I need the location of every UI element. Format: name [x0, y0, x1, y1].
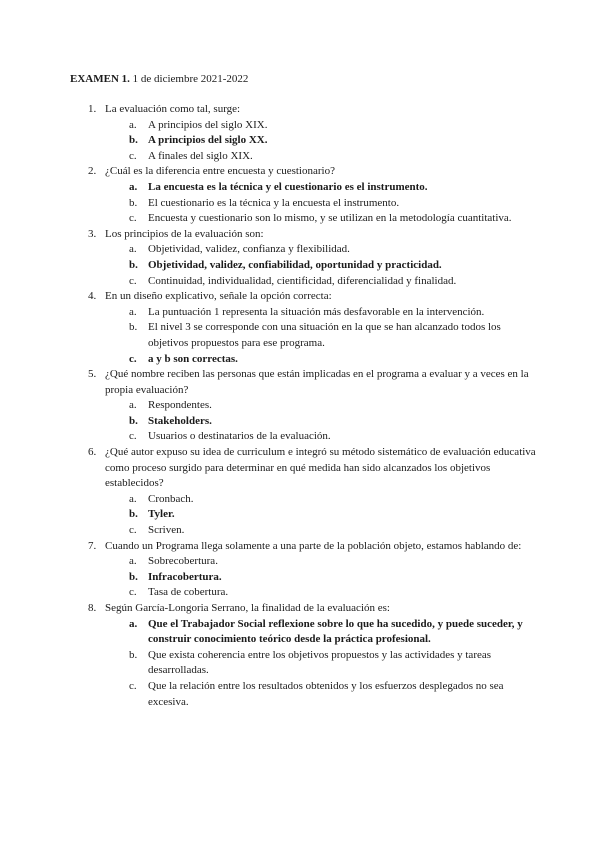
- option-item: [129, 398, 536, 414]
- option-item: [129, 196, 536, 212]
- option-item: [129, 554, 536, 570]
- option-letter: b.: [129, 508, 138, 521]
- option-letter: c.: [129, 586, 137, 599]
- option-item: [129, 507, 536, 523]
- option-letter: a.: [129, 617, 138, 630]
- question-text: En un diseño explicativo, señale la opción correcta:: [105, 290, 332, 303]
- option-text: Objetividad, validez, confiabilidad, oportunidad y practicidad.: [148, 258, 442, 271]
- option-item: [129, 180, 536, 196]
- question-text: Los principios de la evaluación son:: [105, 227, 264, 240]
- question-item: [88, 164, 536, 226]
- question-text: ¿Cuál es la diferencia entre encuesta y cuestionario?: [105, 165, 335, 178]
- option-item: [129, 617, 536, 648]
- option-item: [129, 492, 536, 508]
- option-letter: a.: [129, 180, 138, 193]
- question-number: 3.: [88, 227, 97, 240]
- option-text: Infracobertura.: [148, 570, 222, 583]
- option-letter: b.: [129, 648, 138, 661]
- option-letter: a.: [129, 243, 137, 256]
- exam-header: [70, 72, 536, 87]
- option-text: Usuarios o destinatarios de la evaluación.: [148, 430, 331, 443]
- option-letter: b.: [129, 570, 138, 583]
- option-text: Que exista coherencia entre los objetivos propuestos y las actividades y tareas desarrolladas.: [148, 648, 492, 677]
- option-item: [129, 352, 536, 368]
- question-item: [88, 539, 536, 601]
- option-item: [129, 133, 536, 149]
- question-item: [88, 445, 536, 539]
- question-item: [88, 102, 536, 164]
- question-number: 2.: [88, 165, 97, 178]
- question-text: Según García-Longoria Serrano, la finalidad de la evaluación es:: [105, 602, 390, 614]
- option-text: La puntuación 1 representa la situación más desfavorable en la intervención.: [148, 305, 485, 318]
- option-item: [129, 648, 536, 679]
- option-text: Sobrecobertura.: [148, 555, 218, 568]
- option-letter: b.: [129, 134, 138, 147]
- option-text: Tyler.: [148, 508, 175, 521]
- option-text: Continuidad, individualidad, cientificidad, diferencialidad y finalidad.: [148, 274, 457, 287]
- option-letter: c.: [129, 274, 137, 287]
- question-number: 8.: [88, 602, 97, 614]
- option-item: [129, 242, 536, 258]
- option-letter: c.: [129, 149, 137, 162]
- question-item: [88, 289, 536, 367]
- option-letter: a.: [129, 305, 137, 318]
- question-number: 7.: [88, 539, 97, 552]
- exam-date: 1 de diciembre 2021-2022: [129, 73, 249, 85]
- exam-title: EXAMEN 1.: [70, 73, 130, 85]
- option-item: [129, 149, 536, 165]
- option-item: [129, 570, 536, 586]
- option-letter: c.: [129, 679, 137, 692]
- question-item: [88, 367, 536, 445]
- option-text: El nivel 3 se corresponde con una situación en la que se han alcanzado todos los objetivos propuestos para ese programa.: [148, 321, 501, 349]
- option-text: a y b son correctas.: [148, 352, 238, 365]
- option-text: Stakeholders.: [148, 414, 212, 427]
- option-letter: a.: [129, 399, 137, 412]
- question-number: 4.: [88, 290, 97, 303]
- question-number: 6.: [88, 446, 97, 459]
- option-text: Scriven.: [148, 524, 185, 537]
- option-text: Cronbach.: [148, 492, 194, 505]
- option-letter: b.: [129, 321, 138, 334]
- option-text: Respondentes.: [148, 399, 212, 412]
- option-item: [129, 679, 536, 710]
- option-letter: a.: [129, 555, 137, 568]
- option-letter: c.: [129, 430, 137, 443]
- option-text: A principios del siglo XX.: [148, 134, 268, 147]
- option-text: Objetividad, validez, confianza y flexibilidad.: [148, 243, 350, 256]
- question-list: [88, 102, 536, 710]
- option-text: A finales del siglo XIX.: [148, 149, 253, 162]
- option-text: Que el Trabajador Social reflexione sobre lo que ha sucedido, y puede suceder, y construir conocimiento teórico desde la práctica profesional.: [148, 617, 523, 646]
- option-letter: b.: [129, 414, 138, 427]
- question-number: 1.: [88, 103, 97, 115]
- option-letter: c.: [129, 212, 137, 225]
- option-item: [129, 429, 536, 445]
- question-text: ¿Qué autor expuso su idea de curriculum e integró su método sistemático de evaluación educativa como proceso surgido para determinar en qué medida han sido alcanzados los objetivos establecidos?: [105, 446, 536, 490]
- option-letter: c.: [129, 524, 137, 537]
- option-text: Tasa de cobertura.: [148, 586, 229, 599]
- option-letter: c.: [129, 352, 137, 365]
- option-letter: b.: [129, 196, 138, 209]
- option-text: Que la relación entre los resultados obtenidos y los esfuerzos desplegados no sea excesiva.: [148, 679, 504, 708]
- option-text: El cuestionario es la técnica y la encuesta el instrumento.: [148, 196, 400, 209]
- option-letter: a.: [129, 118, 137, 131]
- question-text: Cuando un Programa llega solamente a una parte de la población objeto, estamos hablando de:: [105, 539, 522, 552]
- option-item: [129, 258, 536, 274]
- option-item: [129, 211, 536, 227]
- option-letter: a.: [129, 492, 137, 505]
- option-item: [129, 118, 536, 134]
- option-item: [129, 585, 536, 601]
- option-text: Encuesta y cuestionario son lo mismo, y se utilizan en la metodología cuantitativa.: [148, 212, 512, 225]
- question-item: [88, 227, 536, 289]
- question-text: La evaluación como tal, surge:: [105, 103, 241, 115]
- question-text: ¿Qué nombre reciben las personas que están implicadas en el programa a evaluar y a veces en la propia evaluación?: [105, 368, 529, 396]
- option-item: [129, 320, 536, 351]
- option-text: La encuesta es la técnica y el cuestionario es el instrumento.: [148, 180, 428, 193]
- option-item: [129, 523, 536, 539]
- question-item: [88, 601, 536, 710]
- question-number: 5.: [88, 368, 97, 381]
- option-text: A principios del siglo XIX.: [148, 118, 268, 131]
- option-item: [129, 414, 536, 430]
- option-item: [129, 274, 536, 290]
- option-letter: b.: [129, 258, 138, 271]
- option-item: [129, 305, 536, 321]
